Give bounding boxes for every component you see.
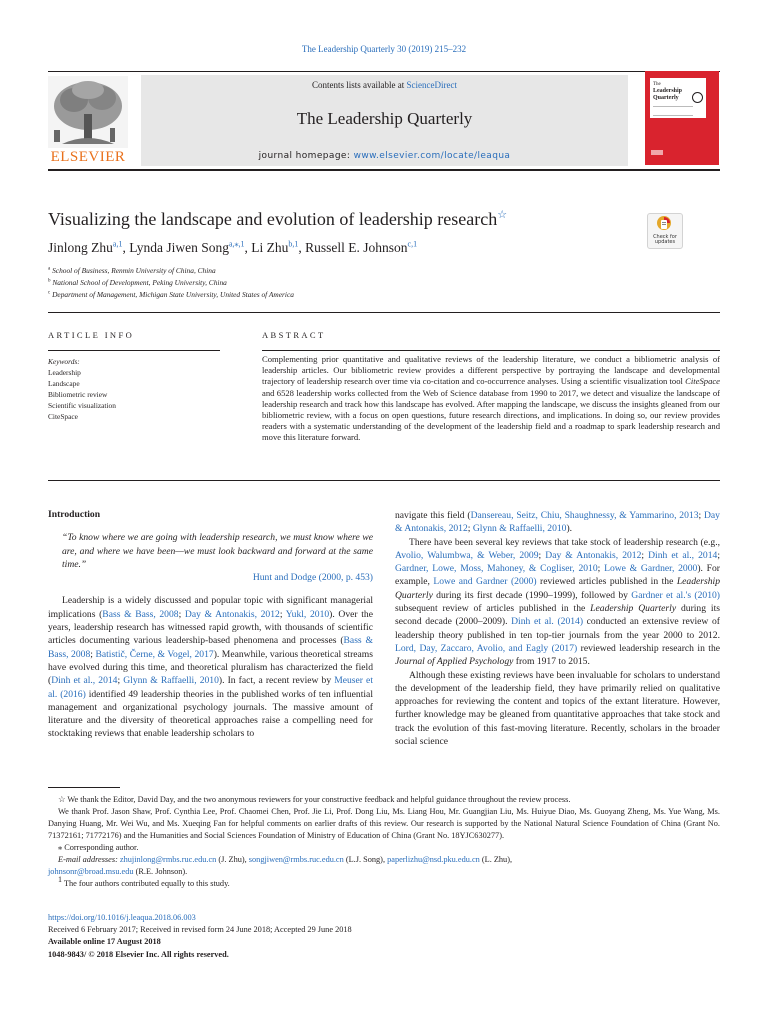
contents-prefix: Contents lists available at bbox=[312, 80, 407, 90]
text-run: reviewed leadership research in the bbox=[577, 642, 720, 654]
footnote-equal-contribution bbox=[48, 875, 720, 890]
text-run: ). In fact, a recent review by bbox=[218, 675, 335, 687]
keyword-item: Leadership bbox=[48, 368, 81, 377]
text-run: subsequent review of articles published in the bbox=[395, 603, 591, 615]
epigraph-source bbox=[48, 571, 373, 584]
sciencedirect-link[interactable]: ScienceDirect bbox=[406, 80, 457, 90]
journal-homepage-link[interactable]: www.elsevier.com/locate/leaqua bbox=[353, 151, 511, 161]
author-name: Li Zhu bbox=[251, 240, 289, 255]
footnote-star-mark: ☆ bbox=[58, 795, 66, 804]
email-owner: (L. Zhu) bbox=[481, 855, 510, 864]
text-run: identified 49 leadership theories in the published works of ten influential management and organizational psychology journals. The massive amount of literature and the diversity of theoretical approaches raise a compelling need for stocktaking reviews that enable leadership scholars to bbox=[48, 688, 373, 740]
text-run: ; bbox=[597, 563, 605, 575]
title-footnote-star[interactable]: ☆ bbox=[497, 209, 508, 221]
author-affiliation-marks[interactable]: a,1 bbox=[112, 239, 123, 249]
footnote-thanks bbox=[48, 794, 720, 806]
equal-contribution-text: The four authors contributed equally to this study. bbox=[62, 879, 230, 888]
doi-link[interactable]: https://doi.org/10.1016/j.leaqua.2018.06.003 bbox=[48, 913, 196, 922]
affiliation-text: School of Business, Renmin University of China, China bbox=[52, 266, 216, 275]
journal-name: Leadership Quarterly bbox=[395, 576, 720, 601]
affiliation-mark: b bbox=[48, 278, 51, 284]
footnote-text: We thank the Editor, David Day, and the two anonymous reviewers for your constructive feedback and helpful guidance throughout the review process. bbox=[65, 795, 571, 804]
affiliation-b bbox=[48, 278, 227, 287]
author-name: Jinlong Zhu bbox=[48, 240, 113, 255]
epigraph-quote: “To know where we are going with leadership research, we must know where we are, and where we have been—we must look backward and forward at the same time.” bbox=[62, 532, 373, 570]
citation-link[interactable]: Gardner, Lowe, Moss, Mahoney, & Cogliser, 2010 bbox=[395, 563, 598, 575]
citation-link[interactable]: Lowe and Gardner (2000) bbox=[433, 576, 537, 588]
body-paragraph bbox=[48, 594, 373, 740]
email-owner: (L.J. Song) bbox=[345, 855, 383, 864]
journal-name: Journal of Applied Psychology bbox=[395, 656, 514, 668]
text-run: ; bbox=[698, 510, 704, 521]
available-online-date: Available online 17 August 2018 bbox=[48, 937, 161, 947]
affiliation-text: Department of Management, Michigan State University, United States of America bbox=[52, 290, 294, 299]
cover-title-the: The bbox=[653, 82, 661, 87]
text-run: ; bbox=[538, 549, 546, 561]
email-link[interactable]: songjiwen@rmbs.ruc.edu.cn bbox=[248, 855, 344, 864]
section-heading-introduction: Introduction bbox=[48, 509, 101, 520]
citation-link[interactable]: Day & Antonakis, 2012 bbox=[395, 510, 720, 535]
affiliation-a bbox=[48, 266, 216, 275]
article-info-rule bbox=[48, 350, 220, 351]
abstract-bottom-rule bbox=[48, 480, 720, 481]
body-paragraph: Although these existing reviews have been invaluable for scholars to understand the development of the leadership field, they have primarily relied on qualitative approaches for reviewing the content and topics of the extant literature. However, further knowledge may be gleaned from quantitative approaches that take stock and track the evolution of this fast-moving literature. Recently, scholars in the broader social science bbox=[395, 669, 720, 748]
text-run: ). Meanwhile, various theoretical streams have evolved during this time, and theoretical pluralism has characterized the field ( bbox=[48, 648, 373, 687]
cover-emblem-icon bbox=[692, 92, 703, 103]
contents-available-line bbox=[141, 80, 628, 90]
check-updates-line1: Check for bbox=[653, 234, 677, 240]
text-run: from 1917 to 2015. bbox=[513, 656, 590, 668]
corresponding-mark: ⁎ bbox=[58, 843, 63, 852]
citation-link[interactable]: Dinh et al., 2014 bbox=[648, 549, 718, 561]
text-run: ). bbox=[566, 523, 573, 535]
text-run: ). For example, bbox=[395, 563, 720, 588]
email-link[interactable]: johnsonr@broad.msu.edu bbox=[48, 867, 134, 876]
citation-link[interactable]: Dinh et al., 2014 bbox=[51, 675, 118, 687]
affiliation-mark: a bbox=[48, 266, 51, 272]
citation-link[interactable]: Dansereau, Seitz, Chiu, Shaughnessy, & Yammarino, 2013 bbox=[470, 510, 699, 521]
footnotes bbox=[48, 794, 720, 890]
keyword-item: Bibliometric review bbox=[48, 390, 108, 399]
cover-title-line1: Leadership bbox=[653, 88, 683, 94]
affiliation-text: National School of Development, Peking University, China bbox=[52, 278, 227, 287]
cover-text-lines bbox=[653, 106, 693, 116]
homepage-prefix: journal homepage: bbox=[258, 151, 354, 161]
elsevier-wordmark: ELSEVIER bbox=[50, 149, 126, 165]
paper-title bbox=[48, 209, 507, 230]
abstract-part: and 6528 leadership works collected from the Web of Science database from 1990 to 2017, we detect and visualize the landscape of leadership research and track how this landscape has evolved. After mapping the landscape, we discuss the insights gleaned from our bibliometric review, with a focus on open questions, future research directions, and implications. In doing so, our review provides readers with a systematic understanding of the development of the leadership field and a roadmap to spark leadership research and move this literature forward. bbox=[262, 387, 720, 443]
citation-link[interactable]: Bass & Bass, 2008 bbox=[48, 635, 373, 660]
author-affiliation-marks[interactable]: b,1 bbox=[288, 239, 299, 249]
abstract-heading: ABSTRACT bbox=[262, 330, 326, 340]
abstract-rule bbox=[262, 350, 720, 351]
text-run: ; bbox=[717, 549, 720, 561]
affiliation-mark: c bbox=[48, 290, 51, 296]
author-affiliation-marks[interactable]: a,⁎,1 bbox=[228, 239, 245, 249]
citation-link[interactable]: Dinh et al. (2014) bbox=[511, 616, 584, 628]
email-label: E-mail addresses: bbox=[58, 855, 118, 864]
citation-link[interactable]: Day & Antonakis, 2012 bbox=[545, 549, 642, 561]
keyword-item: Scientific visualization bbox=[48, 401, 116, 410]
citation-link[interactable]: Lord, Day, Zaccaro, Avolio, and Eagly (2017) bbox=[395, 642, 578, 654]
check-for-updates-label bbox=[647, 235, 683, 245]
email-owner: (R.E. Johnson) bbox=[135, 867, 186, 876]
footnote-acknowledgements: We thank Prof. Jason Shaw, Prof. Cynthia Lee, Prof. Chaomei Chen, Prof. Jie Li, Prof. Dong Liu, Ms. Liang Hou, Mr. Guangjian Liu, Ms. Huiyue Diao, Ms. Guoyang Zheng, Ms. Yue Wang, Ms. Danying Huang, Mr. Wei Wu, and Ms. Xueqing Fan for helpful comments on earlier drafts of this review. Our research is supported by the National Natural Science Foundation of China (Grant No. 71372161; 71772176) and the Humanities and Social Sciences Foundation of Ministry of Education of China (Grant No. 18YJC630277). bbox=[48, 807, 720, 840]
text-run: ; bbox=[641, 549, 649, 561]
journal-name: Leadership Quarterly bbox=[590, 603, 677, 615]
received-dates: Received 6 February 2017; Received in revised form 24 June 2018; Accepted 29 June 2018 bbox=[48, 925, 352, 935]
abstract-tool-name: CiteSpace bbox=[685, 376, 720, 387]
author-list: Jinlong Zhu$^{a,1}$, Lynda Jiwen Song$^{a,⁎,1}$, Li Zhu$^{b,1}$, Russell E. Johnson$^{c,1}$ bbox=[48, 239, 418, 255]
citation-link[interactable]: Lowe & Gardner, 2000 bbox=[604, 563, 698, 575]
citation-link[interactable]: Avolio, Walumbwa, & Weber, 2009 bbox=[395, 549, 539, 561]
paper-title-text: Visualizing the landscape and evolution of leadership research bbox=[48, 209, 498, 229]
text-run: ; bbox=[279, 608, 286, 620]
email-owner: (J. Zhu) bbox=[218, 855, 245, 864]
text-run: navigate this field ( bbox=[395, 510, 471, 521]
body-paragraph-continued bbox=[395, 509, 720, 536]
text-run: conducted an extensive review of leadership theory published in ten top-tier journals from the year 2000 to 2012. bbox=[395, 616, 720, 641]
article-info-heading: ARTICLE INFO bbox=[48, 330, 135, 340]
text-run: There have been several key reviews that take stock of leadership research (e.g., bbox=[409, 536, 720, 548]
body-paragraph bbox=[395, 536, 720, 669]
footnote-emails: E-mail addresses: zhujinlong@rmbs.ruc.edu.cn (J. Zhu), songjiwen@rmbs.ruc.edu.cn (L.J. Song), paperlizhu@nsd.pku.edu.cn (L. Zhu), johnsonr@broad.msu.edu (R.E. Johnson). bbox=[48, 855, 513, 876]
article-metadata-footer bbox=[48, 912, 720, 961]
citation-link[interactable]: Yukl, 2010 bbox=[285, 608, 330, 620]
text-run: Leadership is a widely discussed and popular topic with significant managerial implications ( bbox=[48, 595, 373, 620]
text-run: ; bbox=[117, 675, 124, 687]
citation-link[interactable]: Glynn & Raffaelli, 2010 bbox=[123, 675, 219, 687]
text-run: ; bbox=[90, 648, 96, 660]
keywords-label: Keywords: bbox=[48, 357, 80, 366]
citation-link[interactable]: Glynn & Raffaelli, 2010 bbox=[472, 523, 567, 535]
keyword-item: Landscape bbox=[48, 379, 80, 388]
corresponding-text: Corresponding author. bbox=[62, 843, 139, 852]
author-name: Russell E. Johnson bbox=[305, 240, 408, 255]
citation-link[interactable]: Gardner et al.'s (2010) bbox=[631, 589, 720, 601]
author-affiliation-marks[interactable]: c,1 bbox=[407, 239, 418, 249]
cover-title-line2: Quarterly bbox=[653, 95, 679, 101]
epigraph-citation-link[interactable]: Hunt and Dodge (2000, p. 453) bbox=[252, 572, 373, 584]
email-link[interactable]: paperlizhu@nsd.pku.edu.cn bbox=[387, 855, 480, 864]
journal-title: The Leadership Quarterly bbox=[296, 109, 473, 128]
body-left-column bbox=[48, 508, 373, 741]
affiliation-c bbox=[48, 290, 294, 299]
text-run: ; bbox=[178, 608, 185, 620]
citation-link[interactable]: Meuser et al. (2016) bbox=[48, 675, 373, 700]
check-updates-line2: updates bbox=[654, 239, 676, 245]
header-top-rule bbox=[48, 71, 720, 72]
article-info-top-rule bbox=[48, 312, 720, 313]
abstract-part: Complementing prior quantitative and qualitative reviews of the leadership literature, we conduct a bibliometric analysis of leadership articles. Our bibliometric review provides a different perspective by portraying the landscape and developmental trajectory of leadership research over time via co-citation and co-occurrence analyses. Using a scientific visualization tool bbox=[262, 354, 720, 387]
text-run: reviewed articles published in the bbox=[536, 576, 677, 588]
footnote-corresponding bbox=[48, 842, 720, 854]
check-for-updates-icon bbox=[656, 215, 672, 233]
text-run: during its second decade (2000–2009). bbox=[395, 603, 720, 628]
text-run: ; bbox=[467, 523, 473, 535]
footnote-rule bbox=[48, 787, 120, 788]
body-right-column bbox=[395, 509, 720, 748]
author-name: Lynda Jiwen Song bbox=[129, 240, 229, 255]
text-run: ). Over the years, leadership research has witnessed rapid growth, with thousands of scientific articles documenting various leadership-based phenomena and processes ( bbox=[48, 608, 373, 647]
equal-contribution-mark: 1 bbox=[58, 875, 62, 885]
citation-link[interactable]: Batistič, Černe, & Vogel, 2017 bbox=[95, 648, 214, 660]
header-bottom-rule bbox=[48, 169, 720, 171]
text-run: during its first decade (1990–1999), followed by bbox=[432, 589, 632, 601]
journal-citation[interactable]: The Leadership Quarterly 30 (2019) 215–232 bbox=[301, 44, 467, 54]
journal-homepage-line bbox=[141, 151, 628, 161]
email-link[interactable]: zhujinlong@rmbs.ruc.edu.cn bbox=[119, 855, 217, 864]
citation-link[interactable]: Day & Antonakis, 2012 bbox=[184, 608, 280, 620]
citation-link[interactable]: Bass & Bass, 2008 bbox=[102, 608, 179, 620]
issn-copyright: 1048-9843/ © 2018 Elsevier Inc. All rights reserved. bbox=[48, 949, 229, 959]
keyword-item: CiteSpace bbox=[48, 412, 78, 421]
abstract-text bbox=[262, 354, 720, 444]
cover-footer-mark bbox=[651, 150, 663, 155]
